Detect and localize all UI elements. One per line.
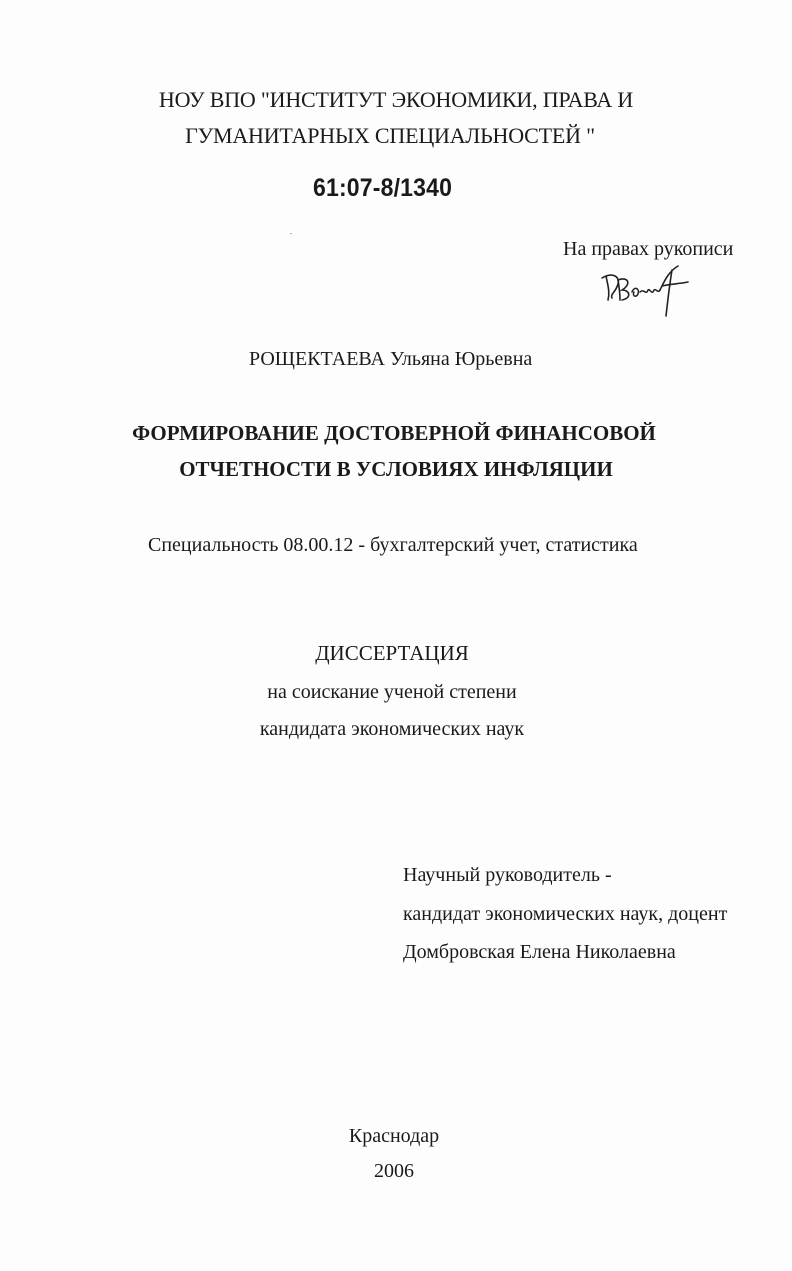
work-type-degree: на соискание ученой степени	[267, 681, 517, 703]
specialty-line: Специальность 08.00.12 - бухгалтерский учет, статистика	[148, 534, 638, 556]
supervisor-label: Научный руководитель -	[403, 864, 612, 886]
supervisor-name: Домбровская Елена Николаевна	[403, 941, 676, 963]
rights-note: На правах рукописи	[563, 238, 734, 260]
scan-speck	[290, 233, 292, 234]
catalog-code: 61:07-8/1340	[313, 174, 453, 202]
dissertation-title-line2: ОТЧЕТНОСТИ В УСЛОВИЯХ ИНФЛЯЦИИ	[179, 457, 613, 481]
author-name: РОЩЕКТАЕВА Ульяна Юрьевна	[249, 348, 533, 370]
institution-name-line1: НОУ ВПО "ИНСТИТУТ ЭКОНОМИКИ, ПРАВА И	[158, 87, 634, 112]
institution-name-line2: ГУМАНИТАРНЫХ СПЕЦИАЛЬНОСТЕЙ "	[185, 123, 595, 148]
handwritten-signature	[598, 262, 698, 320]
dissertation-title-line1: ФОРМИРОВАНИЕ ДОСТОВЕРНОЙ ФИНАНСОВОЙ	[132, 421, 656, 445]
year: 2006	[374, 1160, 414, 1182]
work-type-heading: ДИССЕРТАЦИЯ	[315, 641, 469, 665]
city: Краснодар	[348, 1125, 440, 1147]
supervisor-degree: кандидат экономических наук, доцент	[403, 903, 728, 925]
work-type-field: кандидата экономических наук	[259, 718, 525, 740]
